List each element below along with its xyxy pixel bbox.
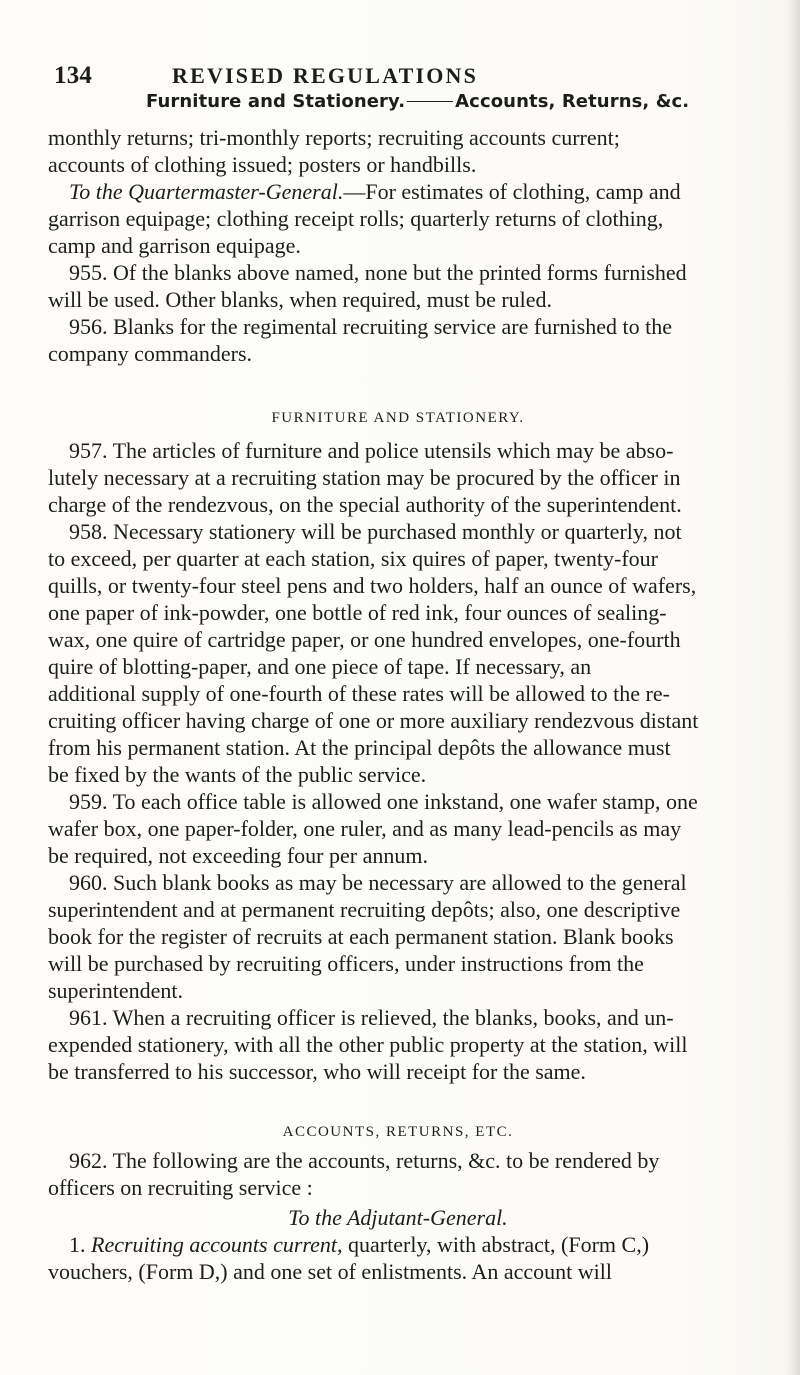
text-line: garrison equipage; clothing receipt rolls; quarterly returns of clothing, — [48, 206, 664, 231]
text-line — [48, 1231, 751, 1258]
text-fragment: quarterly, with abstract, (Form C,) — [342, 1232, 650, 1257]
text-line: cruiting officer having charge of one or more auxiliary rendezvous distant — [48, 708, 699, 733]
page-number: 134 — [54, 62, 93, 89]
adjutant-heading: To the Adjutant-General. — [288, 1205, 508, 1230]
text-line: 961. When a recruiting officer is relieved, the blanks, books, and un- — [69, 1005, 674, 1030]
text-line: vouchers, (Form D,) and one set of enlistments. An account will — [48, 1259, 612, 1284]
text-line: quire of blotting-paper, and one piece of tape. If necessary, an — [48, 654, 592, 679]
text-line: accounts of clothing issued; posters or handbills. — [48, 152, 477, 177]
running-head — [54, 62, 746, 90]
text-fragment: —For estimates of clothing, camp and — [343, 179, 681, 204]
item-1-block — [48, 1231, 751, 1285]
page-edge-shadow — [786, 0, 800, 1375]
text-line: will be purchased by recruiting officers, under instructions from the — [48, 951, 644, 976]
text-line: wafer box, one paper-folder, one ruler, and as many lead-pencils as may — [48, 816, 682, 841]
text-line: wax, one quire of cartridge paper, or one hundred envelopes, one-fourth — [48, 627, 681, 652]
text-line: additional supply of one-fourth of these rates will be allowed to the re- — [48, 681, 670, 706]
accounts-heading: ACCOUNTS, RETURNS, ETC. — [282, 1124, 514, 1140]
text-line: 957. The articles of furniture and police utensils which may be abso- — [69, 438, 674, 463]
top-block — [48, 124, 751, 367]
bottom-block — [48, 1147, 751, 1201]
subhead-dash — [407, 101, 453, 102]
text-line: 956. Blanks for the regimental recruiting service are furnished to the — [69, 314, 672, 339]
text-line: camp and garrison equipage. — [48, 233, 301, 258]
text-line: monthly returns; tri-monthly reports; recruiting accounts current; — [48, 125, 620, 150]
section-subhead — [146, 91, 689, 112]
text-line: will be used. Other blanks, when required, must be ruled. — [48, 287, 553, 312]
text-line: book for the register of recruits at each permanent station. Blank books — [48, 924, 674, 949]
text-line: 955. Of the blanks above named, none but the printed forms furnished — [69, 260, 687, 285]
text-line: to exceed, per quarter at each station, six quires of paper, twenty-four — [48, 546, 658, 571]
text-line: be transferred to his successor, who will receipt for the same. — [48, 1059, 586, 1084]
subhead-left: Furniture and Stationery. — [146, 91, 406, 112]
item-number: 1. — [69, 1232, 86, 1257]
text-line: superintendent. — [48, 978, 184, 1003]
furniture-heading: FURNITURE AND STATIONERY. — [271, 410, 525, 426]
text-line: be required, not exceeding four per annum. — [48, 843, 428, 868]
subhead-right: Accounts, Returns, &c. — [455, 91, 690, 112]
text-line: superintendent and at permanent recruiting depôts; also, one descriptive — [48, 897, 681, 922]
text-line: expended stationery, with all the other public property at the station, will — [48, 1032, 688, 1057]
text-line: company commanders. — [48, 341, 253, 366]
text-line: quills, or twenty-four steel pens and two holders, half an ounce of wafers, — [48, 573, 697, 598]
text-line: officers on recruiting service : — [48, 1175, 313, 1200]
text-line: 962. The following are the accounts, returns, &c. to be rendered by — [69, 1148, 660, 1173]
adjutant-heading-block — [48, 1204, 748, 1231]
text-line: be fixed by the wants of the public service. — [48, 762, 427, 787]
running-title: REVISED REGULATIONS — [172, 63, 479, 88]
text-line — [48, 178, 751, 205]
text-line: 959. To each office table is allowed one inkstand, one wafer stamp, one — [69, 789, 698, 814]
text-line: charge of the rendezvous, on the special authority of the superintendent. — [48, 492, 682, 517]
italic-phrase: To the Quartermaster-General. — [69, 179, 344, 204]
text-line: from his permanent station. At the principal depôts the allowance must — [48, 735, 671, 760]
text-line: 960. Such blank books as may be necessary are allowed to the general — [69, 870, 687, 895]
italic-phrase: Recruiting accounts current, — [91, 1232, 343, 1257]
text-line: lutely necessary at a recruiting station may be procured by the officer in — [48, 465, 681, 490]
text-line: 958. Necessary stationery will be purchased monthly or quarterly, not — [69, 519, 682, 544]
text-line: one paper of ink-powder, one bottle of red ink, four ounces of sealing- — [48, 600, 667, 625]
middle-block — [48, 437, 751, 1085]
